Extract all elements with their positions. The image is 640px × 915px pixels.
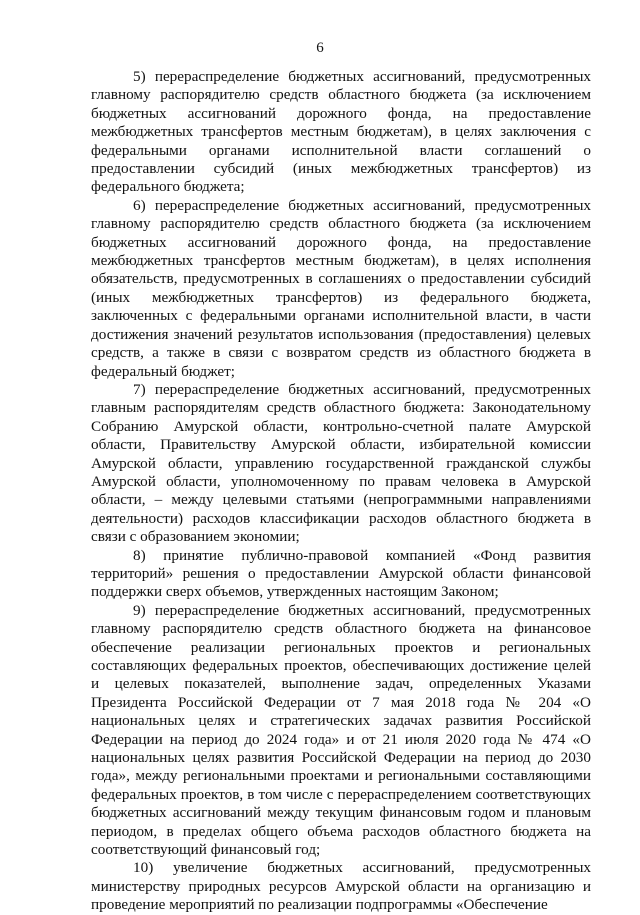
page-number: 6 [316, 40, 324, 56]
document-body [91, 68, 591, 915]
paragraph-item-5: 5) перераспределение бюджетных ассигнований, предусмотренных главному распорядителю средств областного бюджета (за исключением бюджетных ассигнований дорожного фонда, на предоставление межбюджетных трансфертов местным бюджетам), в целях заключения с федеральными органами исполнительной власти соглашений о предоставлении субсидий (иных межбюджетных трансфертов) из федерального бюджета; [91, 68, 591, 196]
paragraph-item-9: 9) перераспределение бюджетных ассигнований, предусмотренных главному распорядителю средств областного бюджета на финансовое обеспечение реализации региональных проектов и региональных составляющих федеральных проектов, обеспечивающих достижение целей и целевых показателей, выполнение задач, определенных Указами Президента Российской Федерации от 7 мая 2018 года № 204 «О национальных целях и стратегических задачах развития Российской Федерации на период до 2024 года» и от 21 июля 2020 года № 474 «О национальных целях развития Российской Федерации на период до 2030 года», между региональными проектами и региональными составляющими федеральных проектов, в том числе с перераспределением соответствующих бюджетных ассигнований между текущим финансовым годом и плановым периодом, в пределах общего объема расходов областного бюджета на соответствующий финансовый год; [91, 601, 591, 859]
paragraph-item-8: 8) принятие публично-правовой компанией «Фонд развития территорий» решения о предоставлении Амурской области финансовой поддержки сверх объемов, утвержденных настоящим Законом; [91, 546, 591, 601]
paragraph-item-7: 7) перераспределение бюджетных ассигнований, предусмотренных главным распорядителям средств областного бюджета: Законодательному Собранию Амурской области, контрольно-счетной палате Амурской области, Правительству Амурской области, избирательной комиссии Амурской области, управлению государственной гражданской службы Амурской области, уполномоченному по правам человека в Амурской области, – между целевыми статьями (непрограммными направлениями деятельности) расходов классификации расходов областного бюджета в связи с образованием экономии; [91, 380, 591, 546]
paragraph-item-6: 6) перераспределение бюджетных ассигнований, предусмотренных главному распорядителю средств областного бюджета (за исключением бюджетных ассигнований дорожного фонда, на предоставление межбюджетных трансфертов местным бюджетам), в целях исполнения обязательств, предусмотренных в соглашениях о предоставлении субсидий (иных межбюджетных трансфертов) из федерального бюджета, заключенных с федеральными органами исполнительной власти, в части достижения значений результатов использования (предоставления) целевых средств, а также в связи с возвратом средств из областного бюджета в федеральный бюджет; [91, 196, 591, 380]
paragraph-item-10: 10) увеличение бюджетных ассигнований, предусмотренных министерству природных ресурсов Амурской области на организацию и проведение мероприятий по реализации подпрограммы «Обеспечение [91, 859, 591, 914]
